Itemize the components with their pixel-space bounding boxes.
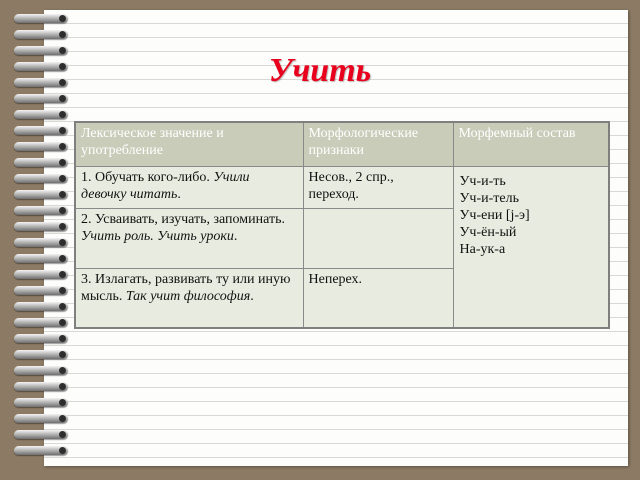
spiral-ring	[14, 286, 68, 295]
header-morphemic-composition: Морфемный состав	[453, 122, 609, 166]
spiral-ring	[14, 238, 68, 247]
meaning-cell	[75, 208, 303, 268]
meaning-text: 3. Излагать, развивать ту или иную мысль.	[81, 271, 291, 304]
spiral-ring	[14, 350, 68, 359]
morpheme-item: На-ук-а	[459, 241, 506, 257]
spiral-ring	[14, 414, 68, 423]
table-row	[75, 166, 609, 208]
meaning-cell	[75, 268, 303, 328]
meaning-example: Так учит философия	[125, 288, 251, 304]
morpheme-item: Уч-и-тель	[459, 190, 519, 206]
spiral-ring	[14, 174, 68, 183]
meaning-tail: .	[250, 288, 254, 304]
spiral-ring	[14, 14, 68, 23]
morpheme-item: Уч-и-ть	[459, 173, 506, 189]
spiral-ring	[14, 430, 68, 439]
word-analysis-table	[74, 121, 610, 329]
meaning-tail: .	[177, 186, 181, 202]
spiral-ring	[14, 206, 68, 215]
table-header-row	[75, 122, 609, 166]
spiral-ring	[14, 334, 68, 343]
morpheme-item: Уч-ён-ый	[459, 224, 517, 240]
meaning-text: 2. Усваивать, изучать, запоминать.	[81, 211, 285, 227]
spiral-ring	[14, 254, 68, 263]
header-morphological-features: Морфологические признаки	[303, 122, 453, 166]
meaning-text: 1. Обучать кого-либо.	[81, 169, 214, 185]
spiral-ring	[14, 126, 68, 135]
spiral-ring	[14, 270, 68, 279]
page-title: Учить	[268, 52, 372, 89]
spiral-ring	[14, 190, 68, 199]
spiral-ring	[14, 382, 68, 391]
spiral-ring	[14, 94, 68, 103]
meaning-example: Учили девочку читать	[81, 169, 250, 202]
spiral-ring	[14, 110, 68, 119]
header-lexical-meaning: Лексическое значение и употребление	[75, 122, 303, 166]
spiral-ring	[14, 398, 68, 407]
meaning-tail: .	[233, 228, 238, 244]
morph-features-cell: Неперех.	[303, 268, 453, 328]
spiral-ring	[14, 222, 68, 231]
meaning-cell	[75, 166, 303, 208]
spiral-ring	[14, 318, 68, 327]
morph-features-cell	[303, 208, 453, 268]
morphemes-cell	[453, 166, 609, 328]
spiral-ring	[14, 30, 68, 39]
spiral-ring	[14, 158, 68, 167]
spiral-ring	[14, 446, 68, 455]
spiral-ring	[14, 302, 68, 311]
morpheme-item: Уч-ени [j-э]	[459, 207, 530, 223]
spiral-ring	[14, 366, 68, 375]
morph-features-cell: Несов., 2 спр., переход.	[303, 166, 453, 208]
spiral-ring	[14, 142, 68, 151]
meaning-example: Учить роль. Учить уроки	[81, 228, 234, 244]
